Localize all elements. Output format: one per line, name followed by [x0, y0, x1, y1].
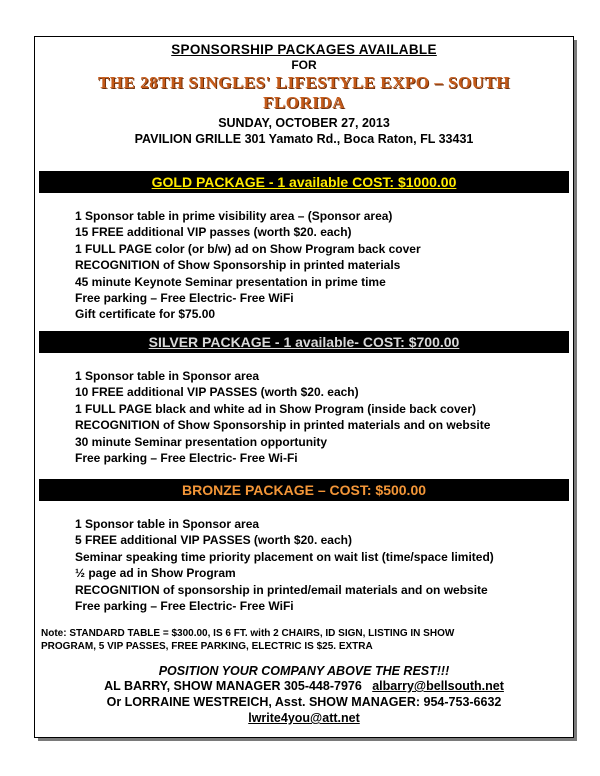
event-venue: PAVILION GRILLE 301 Yamato Rd., Boca Raton, FL 33431 — [134, 132, 474, 146]
list-item: 1 Sponsor table in prime visibility area – (Sponsor area) — [75, 209, 393, 223]
expo-title-line1: THE 28TH SINGLES' LIFESTYLE EXPO – SOUTH — [97, 73, 511, 92]
manager-1-email-link[interactable]: albarry@bellsouth.net — [372, 679, 504, 693]
list-item: RECOGNITION of Show Sponsorship in printed materials — [75, 258, 401, 273]
list-item: RECOGNITION of Show Sponsorship in printed materials and on website — [75, 418, 491, 433]
gold-package-heading: GOLD PACKAGE - 1 available COST: $1000.00 — [151, 174, 457, 190]
bronze-package-heading: BRONZE PACKAGE – COST: $500.00 — [181, 482, 427, 498]
list-item: Free parking – Free Electric- Free WiFi — [75, 291, 294, 306]
page-shadow-right — [574, 40, 577, 740]
list-item: 1 Sponsor table in Sponsor area — [75, 369, 260, 383]
tagline: POSITION YOUR COMPANY ABOVE THE REST!!! — [158, 664, 450, 678]
list-item: 5 FREE additional VIP PASSES (worth $20. each) — [75, 533, 352, 548]
list-item: Free parking – Free Electric- Free Wi-Fi — [75, 451, 298, 466]
contact-footer — [35, 664, 573, 726]
silver-package-bar — [39, 331, 569, 353]
list-item: 30 minute Seminar presentation opportunity — [75, 434, 328, 449]
list-item: Gift certificate for $75.00 — [75, 307, 216, 322]
manager-contact-2-email — [35, 710, 573, 726]
for-label: FOR — [291, 58, 317, 72]
list-item: 10 FREE additional VIP PASSES (worth $20. each) — [75, 385, 359, 400]
silver-package-heading: SILVER PACKAGE - 1 available- COST: $700.00 — [148, 334, 460, 350]
page-title: SPONSORSHIP PACKAGES AVAILABLE — [171, 42, 437, 57]
list-item: RECOGNITION of sponsorship in printed/email materials and on website — [75, 582, 488, 597]
bronze-package-bar — [39, 479, 569, 501]
flyer-page — [34, 36, 574, 738]
note-line: PROGRAM, 5 VIP PASSES, FREE PARKING, ELECTRIC IS $25. EXTRA — [41, 641, 373, 652]
manager-2-name-phone: Or LORRAINE WESTREICH, Asst. SHOW MANAGER: 954-753-6632 — [106, 695, 502, 709]
list-item: 1 FULL PAGE black and white ad in Show Program (inside back cover) — [75, 401, 476, 416]
flyer-header — [35, 42, 573, 146]
list-item: 45 minute Keynote Seminar presentation in prime time — [75, 274, 386, 289]
standard-table-note — [41, 627, 561, 653]
gold-package-bar — [39, 171, 569, 193]
list-item: 1 Sponsor table in Sponsor area — [75, 517, 260, 531]
page-shadow-bottom — [38, 738, 577, 741]
list-item: 1 FULL PAGE color (or b/w) ad on Show Program back cover — [75, 241, 421, 256]
list-item: ½ page ad in Show Program — [75, 566, 236, 581]
manager-contact-1 — [35, 678, 573, 694]
event-date: SUNDAY, OCTOBER 27, 2013 — [218, 116, 390, 130]
expo-title-line2: FLORIDA — [263, 93, 345, 112]
note-line: Note: STANDARD TABLE = $300.00, IS 6 FT. with 2 CHAIRS, ID SIGN, LISTING IN SHOW — [41, 628, 455, 639]
list-item: 15 FREE additional VIP passes (worth $20. each) — [75, 225, 352, 240]
manager-1-name-phone: AL BARRY, SHOW MANAGER 305-448-7976 — [104, 679, 362, 693]
manager-2-email-link[interactable]: lwrite4you@att.net — [248, 711, 360, 725]
list-item: Seminar speaking time priority placement on wait list (time/space limited) — [75, 549, 494, 564]
list-item: Free parking – Free Electric- Free WiFi — [75, 599, 294, 614]
bronze-package-list — [75, 516, 494, 614]
gold-package-list — [75, 208, 421, 323]
silver-package-list — [75, 368, 490, 466]
